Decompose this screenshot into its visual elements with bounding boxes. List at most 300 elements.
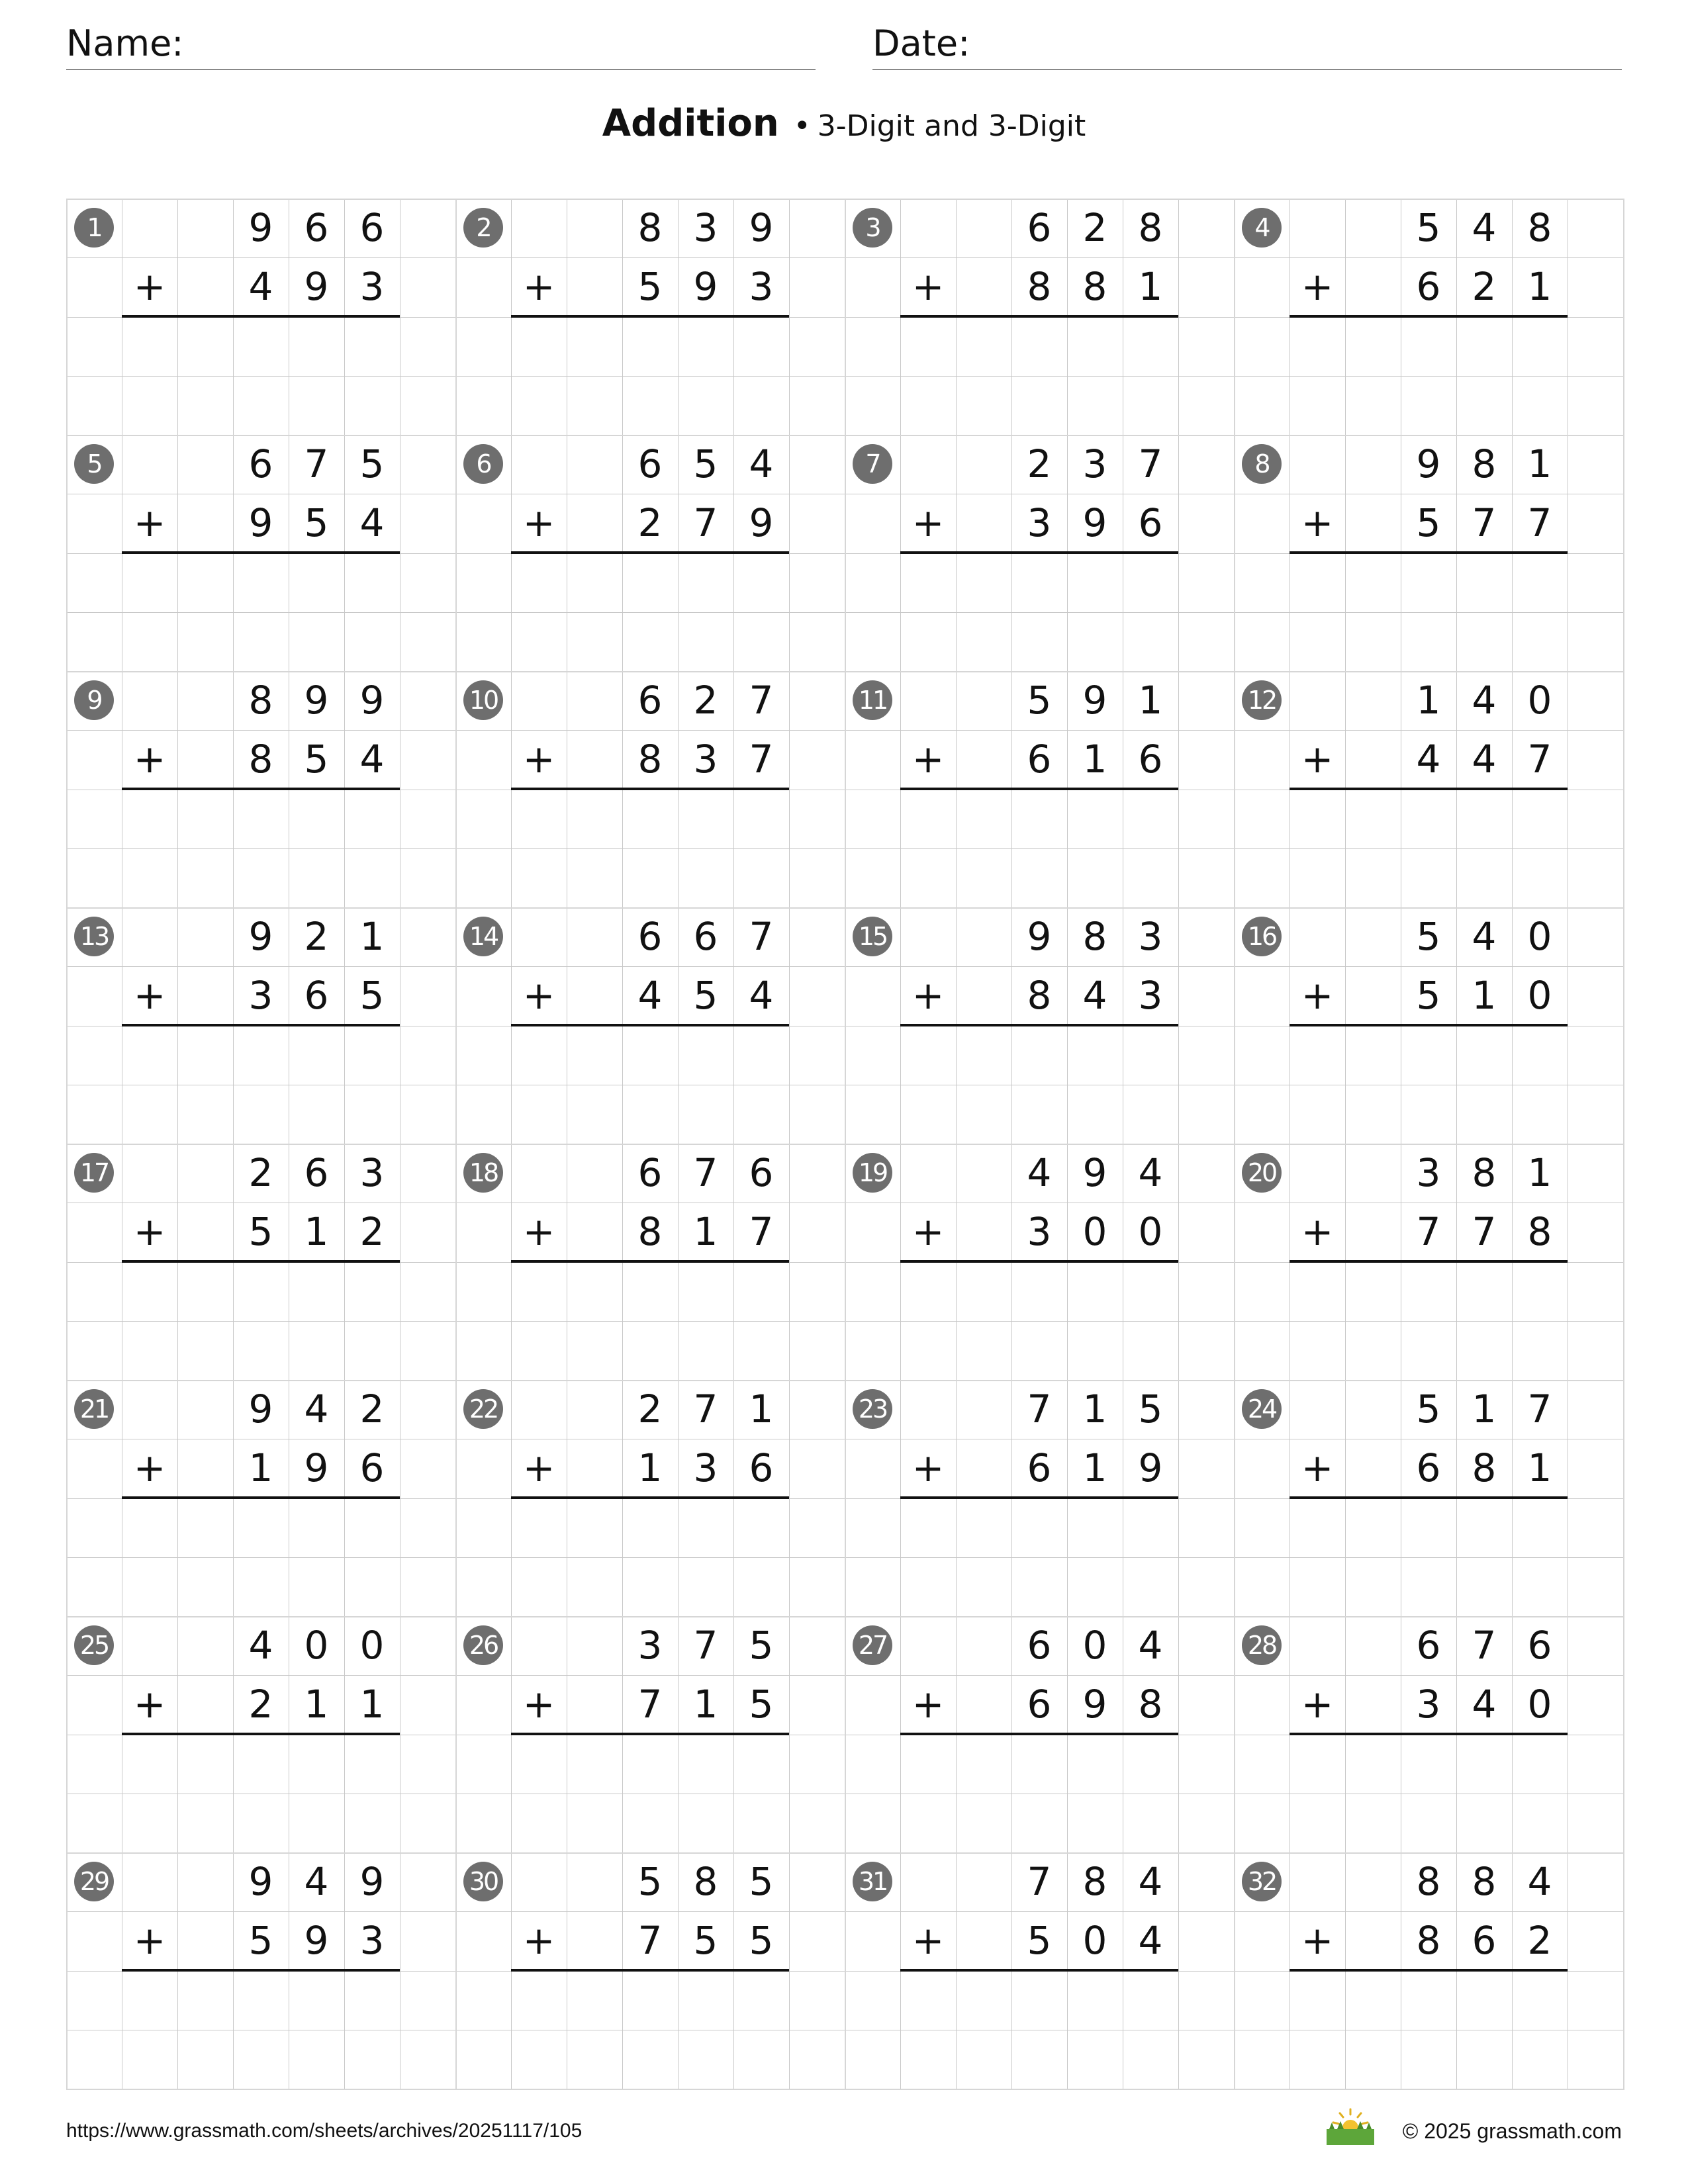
answer-line — [900, 1733, 1178, 1735]
addend-bottom-digit: 4 — [1472, 737, 1497, 782]
addend-bottom-digit: 8 — [637, 1209, 663, 1254]
addend-bottom-digit: 5 — [693, 973, 718, 1018]
answer-area[interactable] — [1289, 792, 1568, 904]
addend-top-digit: 6 — [304, 1150, 329, 1195]
addend-top-digit: 5 — [1416, 914, 1441, 959]
problem-number-badge: 11 — [853, 680, 892, 720]
addend-top-digit: 6 — [359, 205, 385, 250]
addend-top-digit: 6 — [749, 1150, 774, 1195]
addend-top-digit: 1 — [1416, 678, 1441, 723]
addend-top-digit: 1 — [1138, 678, 1163, 723]
plus-sign: + — [912, 1445, 945, 1490]
plus-sign: + — [133, 737, 166, 782]
problem-number-badge: 19 — [853, 1153, 892, 1193]
problem-number-badge: 29 — [74, 1862, 114, 1901]
plus-sign: + — [1301, 737, 1334, 782]
addend-top-digit: 5 — [749, 1859, 774, 1904]
plus-sign: + — [912, 737, 945, 782]
addend-bottom-digit: 6 — [1138, 737, 1163, 782]
answer-area[interactable] — [122, 1500, 400, 1613]
addend-bottom-digit: 0 — [1527, 973, 1552, 1018]
addend-bottom-digit: 0 — [1082, 1918, 1107, 1963]
addend-top-digit: 7 — [1027, 1859, 1052, 1904]
addend-top-digit: 6 — [1527, 1623, 1552, 1668]
addend-bottom-digit: 5 — [749, 1918, 774, 1963]
addend-top-digit: 6 — [637, 914, 663, 959]
addend-bottom-digit: 5 — [304, 500, 329, 545]
problem-number-badge: 18 — [463, 1153, 503, 1193]
addend-top-digit: 2 — [359, 1387, 385, 1432]
addend-bottom-digit: 6 — [1416, 1445, 1441, 1490]
addend-bottom-digit: 7 — [749, 737, 774, 782]
answer-line — [900, 551, 1178, 554]
addend-bottom-digit: 6 — [359, 1445, 385, 1490]
addend-top-digit: 4 — [248, 1623, 273, 1668]
answer-line — [1289, 551, 1568, 554]
addend-bottom-digit: 1 — [304, 1682, 329, 1727]
addend-top-digit: 7 — [693, 1387, 718, 1432]
addend-top-digit: 9 — [359, 678, 385, 723]
addend-bottom-digit: 2 — [248, 1682, 273, 1727]
answer-line — [900, 1260, 1178, 1263]
plus-sign: + — [912, 500, 945, 545]
addend-bottom-digit: 9 — [248, 500, 273, 545]
addend-bottom-digit: 1 — [1082, 737, 1107, 782]
answer-line — [1289, 315, 1568, 318]
addend-bottom-digit: 5 — [1416, 973, 1441, 1018]
addend-top-digit: 4 — [1138, 1623, 1163, 1668]
addend-bottom-digit: 7 — [637, 1682, 663, 1727]
addend-bottom-digit: 8 — [1472, 1445, 1497, 1490]
answer-area[interactable] — [1289, 1028, 1568, 1140]
addend-top-digit: 1 — [359, 914, 385, 959]
addend-top-digit: 9 — [1082, 678, 1107, 723]
addend-bottom-digit: 3 — [248, 973, 273, 1018]
plus-sign: + — [1301, 264, 1334, 309]
addend-bottom-digit: 0 — [1527, 1682, 1552, 1727]
answer-area[interactable] — [900, 1973, 1178, 2085]
problem-number-badge: 10 — [463, 680, 503, 720]
problem-number-badge: 28 — [1242, 1625, 1282, 1665]
addend-top-digit: 2 — [1027, 441, 1052, 486]
answer-area[interactable] — [122, 1737, 400, 1849]
addend-top-digit: 8 — [248, 678, 273, 723]
addend-bottom-digit: 5 — [248, 1209, 273, 1254]
plus-sign: + — [1301, 1918, 1334, 1963]
addend-bottom-digit: 3 — [1027, 1209, 1052, 1254]
answer-line — [122, 1024, 400, 1026]
problem-number-badge: 22 — [463, 1389, 503, 1429]
addend-top-digit: 4 — [1527, 1859, 1552, 1904]
plus-sign: + — [133, 1209, 166, 1254]
footer-url: https://www.grassmath.com/sheets/archives/20251117/105 — [66, 2120, 583, 2142]
addend-top-digit: 4 — [1138, 1859, 1163, 1904]
addend-bottom-digit: 2 — [637, 500, 663, 545]
answer-area[interactable] — [1289, 1500, 1568, 1613]
addend-bottom-digit: 8 — [1416, 1918, 1441, 1963]
answer-line — [122, 1733, 400, 1735]
addend-bottom-digit: 3 — [693, 737, 718, 782]
addend-top-digit: 4 — [1027, 1150, 1052, 1195]
answer-line — [122, 1496, 400, 1499]
answer-line — [1289, 1260, 1568, 1263]
addend-bottom-digit: 4 — [1416, 737, 1441, 782]
addend-top-digit: 4 — [749, 441, 774, 486]
plus-sign: + — [912, 1682, 945, 1727]
addend-bottom-digit: 7 — [1527, 737, 1552, 782]
problem-number-badge: 14 — [463, 917, 503, 956]
plus-sign: + — [133, 1682, 166, 1727]
plus-sign: + — [522, 1209, 555, 1254]
addend-bottom-digit: 6 — [1472, 1918, 1497, 1963]
plus-sign: + — [1301, 973, 1334, 1018]
addend-bottom-digit: 8 — [1027, 973, 1052, 1018]
addend-top-digit: 2 — [637, 1387, 663, 1432]
addend-bottom-digit: 5 — [1416, 500, 1441, 545]
addend-bottom-digit: 1 — [1082, 1445, 1107, 1490]
worksheet-title — [0, 101, 1688, 156]
addend-bottom-digit: 8 — [1138, 1682, 1163, 1727]
addend-top-digit: 5 — [359, 441, 385, 486]
addend-top-digit: 5 — [637, 1859, 663, 1904]
addend-bottom-digit: 1 — [693, 1209, 718, 1254]
addend-top-digit: 2 — [1082, 205, 1107, 250]
addend-top-digit: 6 — [637, 441, 663, 486]
answer-line — [1289, 788, 1568, 790]
addend-bottom-digit: 8 — [1027, 264, 1052, 309]
addend-bottom-digit: 5 — [359, 973, 385, 1018]
addend-top-digit: 1 — [1527, 1150, 1552, 1195]
addend-top-digit: 1 — [749, 1387, 774, 1432]
addend-bottom-digit: 8 — [1527, 1209, 1552, 1254]
date-field[interactable] — [872, 20, 1622, 70]
addend-bottom-digit: 0 — [1138, 1209, 1163, 1254]
addend-bottom-digit: 9 — [304, 1918, 329, 1963]
plus-sign: + — [912, 1209, 945, 1254]
answer-area[interactable] — [122, 1264, 400, 1377]
problem-number-badge: 13 — [74, 917, 114, 956]
addend-bottom-digit: 2 — [1472, 264, 1497, 309]
addend-bottom-digit: 3 — [693, 1445, 718, 1490]
addend-top-digit: 8 — [1472, 1859, 1497, 1904]
addend-top-digit: 9 — [749, 205, 774, 250]
addend-top-digit: 2 — [304, 914, 329, 959]
addend-bottom-digit: 4 — [637, 973, 663, 1018]
plus-sign: + — [1301, 500, 1334, 545]
addend-bottom-digit: 7 — [1527, 500, 1552, 545]
answer-line — [900, 1496, 1178, 1499]
problem-number-badge: 8 — [1242, 444, 1282, 484]
problem-number-badge: 6 — [463, 444, 503, 484]
answer-line — [122, 1969, 400, 1972]
plus-sign: + — [912, 1918, 945, 1963]
answer-area[interactable] — [511, 1500, 789, 1613]
addend-top-digit: 9 — [1416, 441, 1441, 486]
addend-top-digit: 6 — [1027, 1623, 1052, 1668]
answer-line — [900, 1024, 1178, 1026]
addend-bottom-digit: 6 — [1138, 500, 1163, 545]
problem-number-badge: 25 — [74, 1625, 114, 1665]
answer-area[interactable] — [900, 1737, 1178, 1849]
answer-area[interactable] — [900, 319, 1178, 432]
addend-top-digit: 5 — [693, 441, 718, 486]
answer-area[interactable] — [900, 1500, 1178, 1613]
title-subtitle: 3-Digit and 3-Digit — [817, 109, 1086, 143]
answer-line — [1289, 1024, 1568, 1026]
addend-bottom-digit: 5 — [693, 1918, 718, 1963]
answer-area[interactable] — [511, 1973, 789, 2085]
plus-sign: + — [522, 1918, 555, 1963]
problem-number-badge: 23 — [853, 1389, 892, 1429]
answer-line — [511, 1024, 789, 1026]
addend-bottom-digit: 6 — [1027, 1445, 1052, 1490]
addend-top-digit: 7 — [749, 914, 774, 959]
plus-sign: + — [522, 500, 555, 545]
answer-line — [511, 1733, 789, 1735]
answer-line — [900, 788, 1178, 790]
answer-line — [511, 1969, 789, 1972]
addend-bottom-digit: 5 — [304, 737, 329, 782]
addend-top-digit: 7 — [1138, 441, 1163, 486]
answer-line — [900, 1969, 1178, 1972]
grass-sun-logo-icon — [1324, 2107, 1377, 2146]
addend-top-digit: 1 — [1527, 441, 1552, 486]
addend-bottom-digit: 6 — [1027, 1682, 1052, 1727]
answer-area[interactable] — [1289, 319, 1568, 432]
addend-bottom-digit: 1 — [637, 1445, 663, 1490]
addend-top-digit: 9 — [1082, 1150, 1107, 1195]
footer-copyright: © 2025 grassmath.com — [1402, 2119, 1622, 2143]
addend-bottom-digit: 7 — [1472, 500, 1497, 545]
answer-area[interactable] — [511, 792, 789, 904]
addend-top-digit: 6 — [1416, 1623, 1441, 1668]
addend-bottom-digit: 1 — [693, 1682, 718, 1727]
addend-top-digit: 8 — [1472, 1150, 1497, 1195]
plus-sign: + — [1301, 1445, 1334, 1490]
addend-bottom-digit: 5 — [637, 264, 663, 309]
addend-bottom-digit: 3 — [1138, 973, 1163, 1018]
addend-top-digit: 1 — [1472, 1387, 1497, 1432]
addend-top-digit: 2 — [693, 678, 718, 723]
addend-bottom-digit: 9 — [693, 264, 718, 309]
problem-number-badge: 5 — [74, 444, 114, 484]
addend-top-digit: 4 — [1472, 678, 1497, 723]
title-separator: • — [793, 109, 811, 143]
addend-top-digit: 6 — [1027, 205, 1052, 250]
problem-number-badge: 2 — [463, 208, 503, 248]
plus-sign: + — [912, 973, 945, 1018]
addend-bottom-digit: 7 — [749, 1209, 774, 1254]
addend-bottom-digit: 6 — [1416, 264, 1441, 309]
addend-top-digit: 3 — [1082, 441, 1107, 486]
addend-bottom-digit: 1 — [359, 1682, 385, 1727]
problem-number-badge: 7 — [853, 444, 892, 484]
problem-number-badge: 17 — [74, 1153, 114, 1193]
addend-bottom-digit: 6 — [749, 1445, 774, 1490]
answer-area[interactable] — [122, 792, 400, 904]
addend-bottom-digit: 6 — [1027, 737, 1052, 782]
answer-line — [511, 551, 789, 554]
addend-bottom-digit: 7 — [637, 1918, 663, 1963]
addend-top-digit: 7 — [1027, 1387, 1052, 1432]
addend-top-digit: 6 — [248, 441, 273, 486]
addend-top-digit: 4 — [304, 1859, 329, 1904]
plus-sign: + — [522, 264, 555, 309]
answer-line — [511, 1496, 789, 1499]
plus-sign: + — [133, 973, 166, 1018]
addend-bottom-digit: 4 — [1138, 1918, 1163, 1963]
answer-area[interactable] — [511, 1028, 789, 1140]
answer-line — [122, 315, 400, 318]
answer-area[interactable] — [122, 1973, 400, 2085]
problem-number-badge: 21 — [74, 1389, 114, 1429]
addend-bottom-digit: 4 — [1472, 1682, 1497, 1727]
problem-number-badge: 1 — [74, 208, 114, 248]
plus-sign: + — [133, 500, 166, 545]
addend-bottom-digit: 1 — [1472, 973, 1497, 1018]
addend-bottom-digit: 3 — [1027, 500, 1052, 545]
addend-top-digit: 7 — [1472, 1623, 1497, 1668]
addend-top-digit: 8 — [1416, 1859, 1441, 1904]
addend-top-digit: 8 — [1082, 1859, 1107, 1904]
plus-sign: + — [522, 973, 555, 1018]
addend-top-digit: 2 — [248, 1150, 273, 1195]
answer-line — [1289, 1496, 1568, 1499]
addend-top-digit: 5 — [1416, 1387, 1441, 1432]
addend-bottom-digit: 0 — [1082, 1209, 1107, 1254]
plus-sign: + — [522, 1445, 555, 1490]
plus-sign: + — [133, 1918, 166, 1963]
addend-top-digit: 9 — [248, 1859, 273, 1904]
addend-bottom-digit: 8 — [248, 737, 273, 782]
name-field[interactable] — [66, 20, 816, 70]
addend-bottom-digit: 1 — [304, 1209, 329, 1254]
answer-area[interactable] — [900, 555, 1178, 668]
answer-line — [511, 788, 789, 790]
addend-top-digit: 7 — [1527, 1387, 1552, 1432]
addend-top-digit: 8 — [637, 205, 663, 250]
answer-line — [511, 315, 789, 318]
answer-area[interactable] — [511, 319, 789, 432]
answer-area[interactable] — [1289, 1264, 1568, 1377]
addend-bottom-digit: 4 — [749, 973, 774, 1018]
addend-top-digit: 8 — [1082, 914, 1107, 959]
problem-number-badge: 26 — [463, 1625, 503, 1665]
addend-top-digit: 7 — [693, 1623, 718, 1668]
plus-sign: + — [522, 737, 555, 782]
answer-area[interactable] — [511, 1264, 789, 1377]
answer-line — [122, 1260, 400, 1263]
answer-area[interactable] — [900, 1028, 1178, 1140]
addend-top-digit: 6 — [637, 678, 663, 723]
addend-top-digit: 6 — [304, 205, 329, 250]
addend-top-digit: 5 — [1416, 205, 1441, 250]
date-label: Date: — [872, 23, 970, 64]
addend-top-digit: 0 — [359, 1623, 385, 1668]
answer-area[interactable] — [900, 792, 1178, 904]
problem-number-badge: 24 — [1242, 1389, 1282, 1429]
title-main: Addition — [602, 102, 779, 145]
addend-top-digit: 9 — [248, 205, 273, 250]
answer-line — [122, 788, 400, 790]
plus-sign: + — [522, 1682, 555, 1727]
answer-area[interactable] — [1289, 555, 1568, 668]
answer-line — [511, 1260, 789, 1263]
addend-bottom-digit: 6 — [304, 973, 329, 1018]
problem-number-badge: 15 — [853, 917, 892, 956]
addend-bottom-digit: 3 — [1416, 1682, 1441, 1727]
addend-top-digit: 3 — [693, 205, 718, 250]
addend-top-digit: 9 — [359, 1859, 385, 1904]
plus-sign: + — [133, 1445, 166, 1490]
addend-bottom-digit: 9 — [304, 264, 329, 309]
addend-top-digit: 9 — [248, 1387, 273, 1432]
plus-sign: + — [912, 264, 945, 309]
addend-top-digit: 0 — [1082, 1623, 1107, 1668]
addend-top-digit: 7 — [749, 678, 774, 723]
addend-top-digit: 8 — [1527, 205, 1552, 250]
addend-top-digit: 8 — [1472, 441, 1497, 486]
answer-area[interactable] — [900, 1264, 1178, 1377]
answer-area[interactable] — [511, 1737, 789, 1849]
answer-area[interactable] — [1289, 1737, 1568, 1849]
answer-line — [122, 551, 400, 554]
addend-bottom-digit: 2 — [1527, 1918, 1552, 1963]
answer-area[interactable] — [122, 555, 400, 668]
addend-top-digit: 6 — [693, 914, 718, 959]
addend-bottom-digit: 4 — [248, 264, 273, 309]
addend-top-digit: 3 — [359, 1150, 385, 1195]
addend-bottom-digit: 9 — [1082, 500, 1107, 545]
addend-top-digit: 4 — [1138, 1150, 1163, 1195]
addend-top-digit: 7 — [304, 441, 329, 486]
addend-top-digit: 9 — [304, 678, 329, 723]
addend-bottom-digit: 1 — [1527, 1445, 1552, 1490]
answer-line — [1289, 1969, 1568, 1972]
addend-top-digit: 8 — [1138, 205, 1163, 250]
addend-bottom-digit: 7 — [1472, 1209, 1497, 1254]
addend-bottom-digit: 5 — [749, 1682, 774, 1727]
addend-bottom-digit: 3 — [749, 264, 774, 309]
addend-bottom-digit: 3 — [359, 1918, 385, 1963]
problem-number-badge: 20 — [1242, 1153, 1282, 1193]
answer-area[interactable] — [122, 1028, 400, 1140]
addend-bottom-digit: 8 — [637, 737, 663, 782]
plus-sign: + — [1301, 1682, 1334, 1727]
addend-bottom-digit: 7 — [1416, 1209, 1441, 1254]
answer-area[interactable] — [511, 555, 789, 668]
plus-sign: + — [133, 264, 166, 309]
problem-number-badge: 32 — [1242, 1862, 1282, 1901]
problem-number-badge: 30 — [463, 1862, 503, 1901]
addend-top-digit: 3 — [1416, 1150, 1441, 1195]
addend-top-digit: 3 — [637, 1623, 663, 1668]
addend-bottom-digit: 1 — [1138, 264, 1163, 309]
answer-area[interactable] — [122, 319, 400, 432]
addend-bottom-digit: 1 — [248, 1445, 273, 1490]
plus-sign: + — [1301, 1209, 1334, 1254]
addend-bottom-digit: 9 — [1082, 1682, 1107, 1727]
addend-top-digit: 5 — [1027, 678, 1052, 723]
addend-bottom-digit: 5 — [1027, 1918, 1052, 1963]
problem-number-badge: 12 — [1242, 680, 1282, 720]
addend-top-digit: 9 — [1027, 914, 1052, 959]
addend-top-digit: 3 — [1138, 914, 1163, 959]
addend-bottom-digit: 8 — [1082, 264, 1107, 309]
name-label: Name: — [66, 23, 184, 64]
answer-area[interactable] — [1289, 1973, 1568, 2085]
problem-number-badge: 16 — [1242, 917, 1282, 956]
